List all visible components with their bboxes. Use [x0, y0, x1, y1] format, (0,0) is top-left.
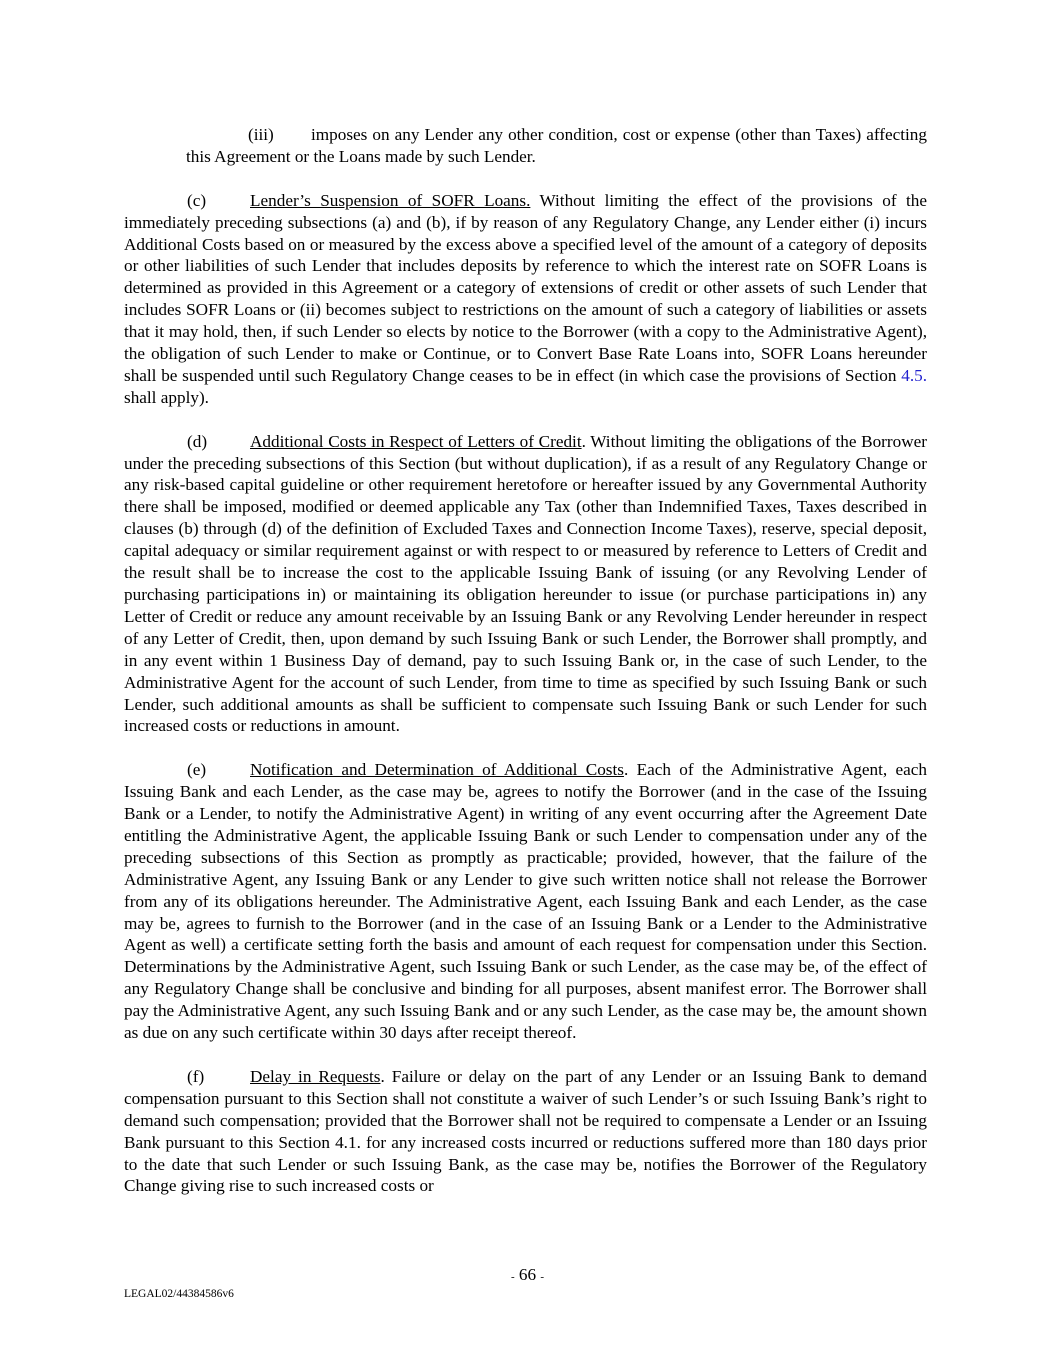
- paragraph-heading: Additional Costs in Respect of Letters of Credit: [250, 431, 582, 451]
- paragraph-text: Without limiting the effect of the provisions of the immediately preceding subsections (a) and (b), if by reason of any Regulatory Change, any Lender either (i) incurs Additional Costs based on or measured by the excess above a specified level of the amount of a category of deposits or other liabilities of such Lender that includes deposits by reference to which the interest rate on SOFR Loans is determined as provided in this Agreement or a category of extensions of credit or other assets of such Lender that includes SOFR Loans or (ii) becomes subject to restrictions on the amount of such a category of liabilities or assets that it may hold, then, if such Lender so elects by notice to the Borrower (with a copy to the Administrative Agent), the obligation of such Lender to make or Continue, or to Convert Base Rate Loans into, SOFR Loans hereunder shall be suspended until such Regulatory Change ceases to be in effect (in which case the provisions of Section: [124, 190, 927, 385]
- paragraph-iii: [124, 124, 927, 168]
- document-id: LEGAL02/44384586v6: [124, 1288, 234, 1300]
- paragraph-e: [124, 759, 927, 1044]
- paragraph-heading: Notification and Determination of Additional Costs: [250, 760, 624, 780]
- paragraph-number: (e): [187, 760, 207, 780]
- paragraph-heading: Lender’s Suspension of SOFR Loans.: [250, 190, 531, 210]
- paragraph-number: (c): [187, 190, 207, 210]
- paragraph-f: [124, 1066, 927, 1197]
- page-dash-right: -: [540, 1271, 545, 1283]
- paragraph-number: (iii): [248, 125, 274, 144]
- paragraph-text: . Failure or delay on the part of any Lender or an Issuing Bank to demand compensation pursuant to this Section shall not constitute a waiver of such Lender’s or such Issuing Bank’s right to demand such compensation; provided that the Borrower shall not be required to compensate a Lender or an Issuing Bank pursuant to this Section 4.1. for any increased costs incurred or reductions suffered more than 180 days prior to the date that such Lender or such Issuing Bank, as the case may be, notifies the Borrower of the Regulatory Change giving rise to such increased costs or: [124, 1066, 927, 1196]
- section-link[interactable]: 4.5.: [901, 365, 927, 385]
- page-number-value: 66: [518, 1265, 537, 1284]
- paragraph-number: (d): [187, 431, 208, 451]
- page-number: [0, 1265, 1055, 1285]
- paragraph-c: [124, 190, 927, 409]
- paragraph-number: (f): [187, 1066, 205, 1086]
- paragraph-d: [124, 431, 927, 738]
- paragraph-text: . Each of the Administrative Agent, each Issuing Bank and each Lender, as the case may be, agrees to notify the Borrower (and in the case of the Issuing Bank or a Lender, to notify the Administrative Agent) in writing of any event occurring after the Agreement Date entitling the Administrative Agent, the applicable Issuing Bank or such Lender to compensation under any of the preceding subsections of this Section as promptly as practicable; provided, however, that the failure of the Administrative Agent, any Issuing Bank or any Lender to give such written notice shall not release the Borrower from any of its obligations hereunder. The Administrative Agent, each Issuing Bank and each Lender, as the case may be, agrees to furnish to the Borrower (and in the case of an Issuing Bank or a Lender to the Administrative Agent as well) a certificate setting forth the basis and amount of each request for compensation under this Section. Determinations by the Administrative Agent, such Issuing Bank or such Lender, as the case may be, of the effect of any Regulatory Change shall be conclusive and binding for all purposes, absent manifest error. The Borrower shall pay the Administrative Agent, any such Issuing Bank and or any such Lender, as the case may be, the amount shown as due on any such certificate within 30 days after receipt thereof.: [124, 760, 927, 1043]
- paragraph-text-end: shall apply).: [124, 387, 209, 407]
- paragraph-text: imposes on any Lender any other condition, cost or expense (other than Taxes) affecting this Agreement or the Loans made by such Lender.: [186, 125, 927, 166]
- page-dash-left: -: [510, 1271, 515, 1283]
- paragraph-heading: Delay in Requests: [250, 1066, 381, 1086]
- paragraph-text: . Without limiting the obligations of the Borrower under the preceding subsections of this Section (but without duplication), if as a result of any Regulatory Change or any risk-based capital guideline or other requirement heretofore or hereafter issued by any Governmental Authority there shall be imposed, modified or deemed applicable any Tax (other than Indemnified Taxes, Taxes described in clauses (b) through (d) of the definition of Excluded Taxes and Connection Income Taxes), reserve, special deposit, capital adequacy or similar requirement against or with respect to or measured by reference to Letters of Credit and the result shall be to increase the cost to the applicable Issuing Bank of issuing (or any Revolving Lender of purchasing participations in) or maintaining its obligation hereunder to issue (or purchase participations in) any Letter of Credit or reduce any amount receivable by an Issuing Bank or any Revolving Lender hereunder in respect of any Letter of Credit, then, upon demand by such Issuing Bank or such Lender, the Borrower shall promptly, and in any event within 1 Business Day of demand, pay to such Issuing Bank or, in the case of such Lender, to the Administrative Agent for the account of such Lender, from time to time as specified by such Issuing Bank or such Lender, such additional amounts as shall be sufficient to compensate such Issuing Bank or such Lender for such increased costs or reductions in amount.: [124, 431, 927, 736]
- document-body: [124, 124, 927, 1219]
